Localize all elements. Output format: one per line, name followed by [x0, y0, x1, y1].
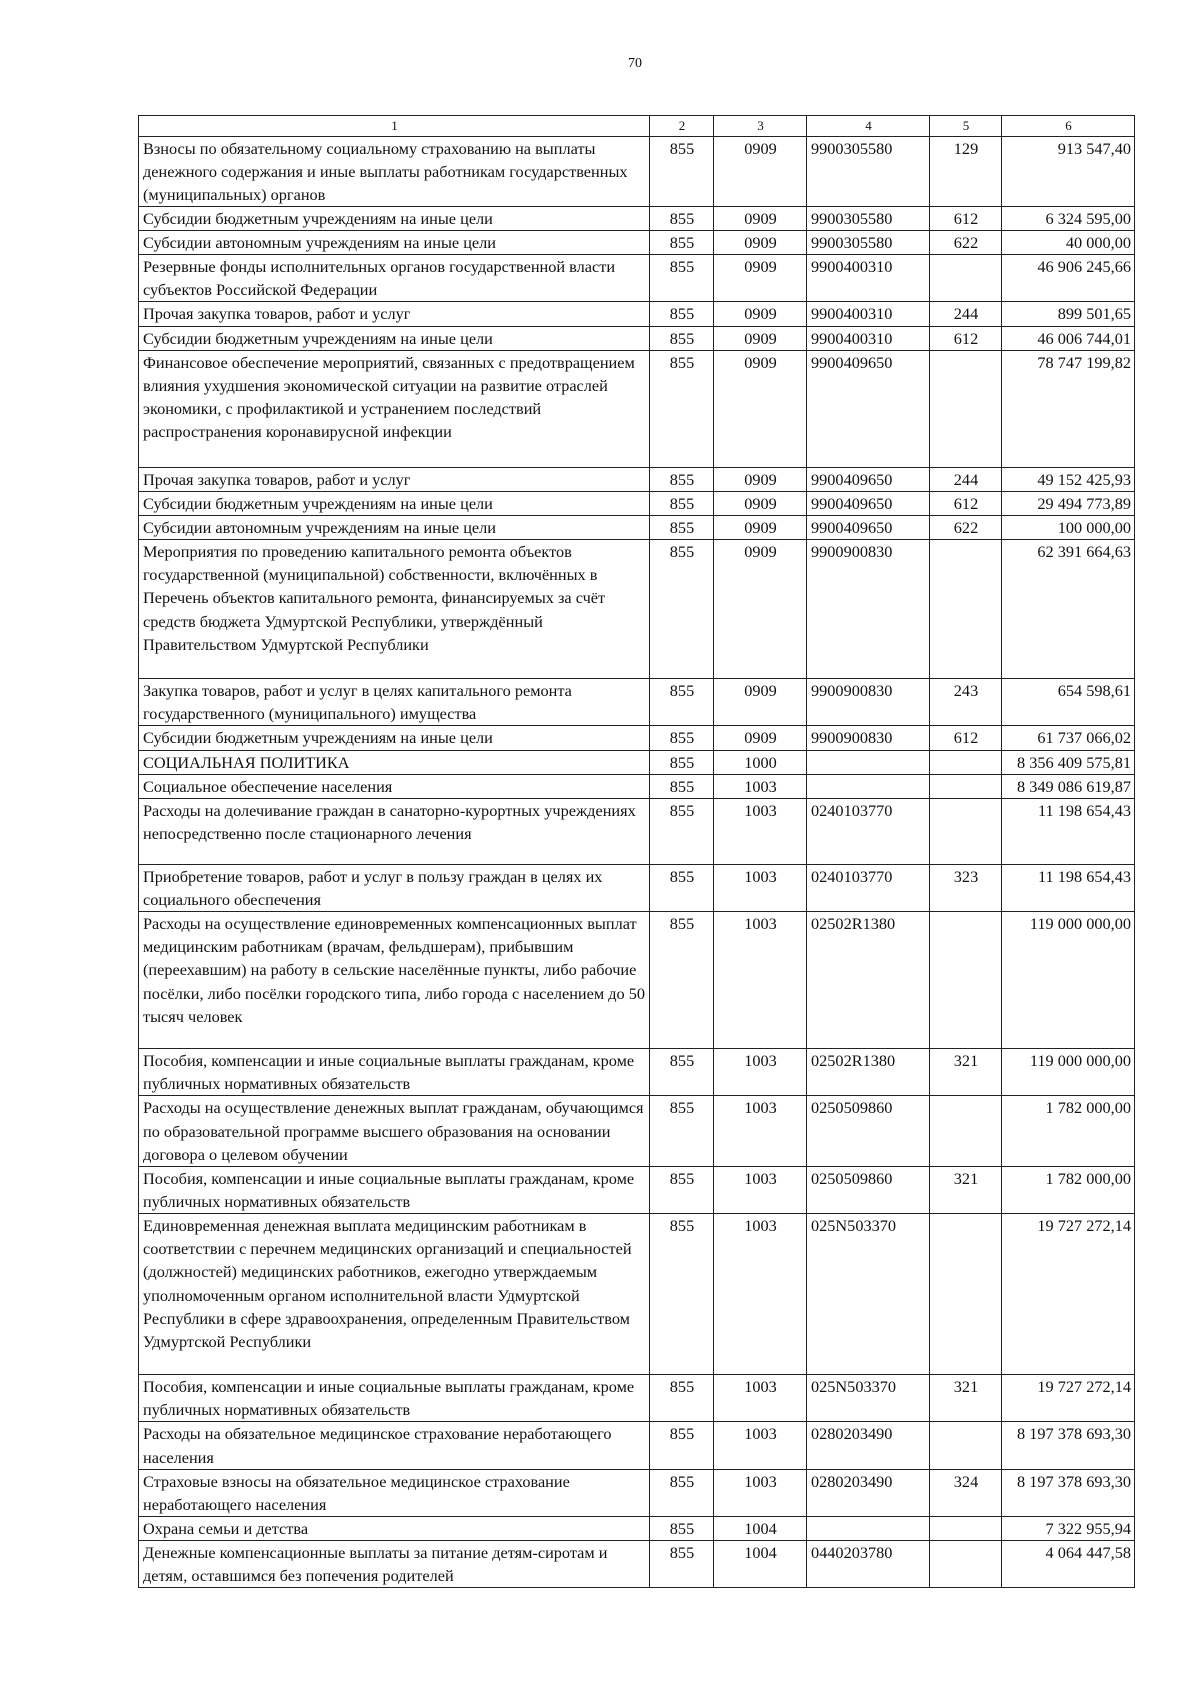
expense-type-code: 612: [930, 491, 1002, 515]
target-article-code: 0280203490: [807, 1469, 930, 1516]
expense-type-code: [930, 1541, 1002, 1588]
grbs-code: 855: [650, 726, 714, 750]
section-code: 1003: [714, 1096, 807, 1166]
expense-type-code: [930, 798, 1002, 864]
expense-type-code: 321: [930, 1049, 1002, 1096]
target-article-code: [807, 774, 930, 798]
table-row: [139, 912, 1135, 1049]
amount: 913 547,40: [1002, 136, 1135, 206]
target-article-code: 0250509860: [807, 1096, 930, 1166]
expense-name: Взносы по обязательному социальному страхованию на выплаты денежного содержания и иные выплаты работникам государственных (муниципальных) органов: [139, 136, 650, 206]
grbs-code: 855: [650, 206, 714, 230]
table-row: [139, 726, 1135, 750]
amount: 49 152 425,93: [1002, 467, 1135, 491]
table-row: [139, 467, 1135, 491]
target-article-code: 9900409650: [807, 516, 930, 540]
target-article-code: 9900305580: [807, 231, 930, 255]
grbs-code: 855: [650, 136, 714, 206]
table-row: [139, 326, 1135, 350]
table-row: [139, 136, 1135, 206]
amount: 6 324 595,00: [1002, 206, 1135, 230]
expense-name: Резервные фонды исполнительных органов государственной власти субъектов Российской Федерации: [139, 255, 650, 302]
table-row: [139, 864, 1135, 911]
section-code: 0909: [714, 467, 807, 491]
expense-type-code: [930, 1517, 1002, 1541]
grbs-code: 855: [650, 1541, 714, 1588]
col-header-3: 3: [714, 116, 807, 137]
table-row: [139, 350, 1135, 467]
table-row: [139, 1214, 1135, 1375]
expense-type-code: [930, 774, 1002, 798]
expense-name: Пособия, компенсации и иные социальные выплаты гражданам, кроме публичных нормативных обязательств: [139, 1375, 650, 1422]
grbs-code: 855: [650, 798, 714, 864]
grbs-code: 855: [650, 912, 714, 1049]
section-code: 0909: [714, 255, 807, 302]
amount: 8 197 378 693,30: [1002, 1422, 1135, 1469]
col-header-5: 5: [930, 116, 1002, 137]
expense-name: Субсидии бюджетным учреждениям на иные цели: [139, 491, 650, 515]
expense-type-code: 244: [930, 467, 1002, 491]
expense-name: Социальное обеспечение населения: [139, 774, 650, 798]
section-code: 1004: [714, 1541, 807, 1588]
expense-type-code: [930, 350, 1002, 467]
amount: 1 782 000,00: [1002, 1096, 1135, 1166]
target-article-code: 02502R1380: [807, 912, 930, 1049]
table-row: [139, 302, 1135, 326]
expense-name: Субсидии бюджетным учреждениям на иные цели: [139, 726, 650, 750]
target-article-code: 0240103770: [807, 798, 930, 864]
grbs-code: 855: [650, 540, 714, 679]
expense-type-code: 622: [930, 516, 1002, 540]
section-code: 1003: [714, 774, 807, 798]
expense-name: Приобретение товаров, работ и услуг в пользу граждан в целях их социального обеспечения: [139, 864, 650, 911]
expense-type-code: 321: [930, 1375, 1002, 1422]
expense-type-code: 612: [930, 326, 1002, 350]
grbs-code: 855: [650, 1422, 714, 1469]
col-header-6: 6: [1002, 116, 1135, 137]
table-row: [139, 1375, 1135, 1422]
amount: 8 349 086 619,87: [1002, 774, 1135, 798]
target-article-code: 0240103770: [807, 864, 930, 911]
expense-name: Единовременная денежная выплата медицинским работникам в соответствии с перечнем медицинских организаций и специальностей (должностей) медицинских работников, ежегодно утверждаемым уполномоченным органом исполнительной власти Удмуртской Республики в сфере здравоохранения, определенным Правительством Удмуртской Республики: [139, 1214, 650, 1375]
expense-type-code: [930, 1096, 1002, 1166]
section-code: 0909: [714, 136, 807, 206]
expense-name: Охрана семьи и детства: [139, 1517, 650, 1541]
grbs-code: 855: [650, 516, 714, 540]
page-number: 70: [628, 56, 642, 71]
section-code: 0909: [714, 302, 807, 326]
target-article-code: 9900305580: [807, 206, 930, 230]
amount: 61 737 066,02: [1002, 726, 1135, 750]
target-article-code: 9900400310: [807, 326, 930, 350]
amount: 19 727 272,14: [1002, 1214, 1135, 1375]
expense-name: Закупка товаров, работ и услуг в целях капитального ремонта государственного (муниципального) имущества: [139, 679, 650, 726]
grbs-code: 855: [650, 750, 714, 774]
expense-name: Страховые взносы на обязательное медицинское страхование неработающего населения: [139, 1469, 650, 1516]
grbs-code: 855: [650, 864, 714, 911]
grbs-code: 855: [650, 1096, 714, 1166]
target-article-code: 9900400310: [807, 255, 930, 302]
expense-type-code: 321: [930, 1166, 1002, 1213]
section-code: 0909: [714, 231, 807, 255]
table-row: [139, 1049, 1135, 1096]
table-row: [139, 255, 1135, 302]
grbs-code: 855: [650, 1469, 714, 1516]
table-row: [139, 1469, 1135, 1516]
target-article-code: 9900400310: [807, 302, 930, 326]
expense-type-code: 244: [930, 302, 1002, 326]
target-article-code: 9900409650: [807, 350, 930, 467]
section-code: 1003: [714, 1469, 807, 1516]
expense-name: Расходы на осуществление денежных выплат гражданам, обучающимся по образовательной программе высшего образования на основании договора о целевом обучении: [139, 1096, 650, 1166]
table-row: [139, 750, 1135, 774]
table-row: [139, 1166, 1135, 1213]
expense-type-code: 323: [930, 864, 1002, 911]
section-code: 0909: [714, 516, 807, 540]
amount: 29 494 773,89: [1002, 491, 1135, 515]
amount: 19 727 272,14: [1002, 1375, 1135, 1422]
section-code: 1003: [714, 1422, 807, 1469]
table-row: [139, 774, 1135, 798]
expense-name: СОЦИАЛЬНАЯ ПОЛИТИКА: [139, 750, 650, 774]
expense-name: Прочая закупка товаров, работ и услуг: [139, 302, 650, 326]
target-article-code: 9900900830: [807, 540, 930, 679]
header-row: [139, 116, 1135, 137]
grbs-code: 855: [650, 1214, 714, 1375]
table-row: [139, 231, 1135, 255]
col-header-2: 2: [650, 116, 714, 137]
table-row: [139, 1541, 1135, 1588]
target-article-code: [807, 750, 930, 774]
amount: 119 000 000,00: [1002, 1049, 1135, 1096]
grbs-code: 855: [650, 1517, 714, 1541]
expense-name: Расходы на осуществление единовременных компенсационных выплат медицинским работникам (врачам, фельдшерам), прибывшим (переехавшим) на работу в сельские населённые пункты, либо рабочие посёлки, либо посёлки городского типа, либо города с населением до 50 тысяч человек: [139, 912, 650, 1049]
amount: 11 198 654,43: [1002, 864, 1135, 911]
table-row: [139, 491, 1135, 515]
target-article-code: 0250509860: [807, 1166, 930, 1213]
amount: 100 000,00: [1002, 516, 1135, 540]
expense-name: Пособия, компенсации и иные социальные выплаты гражданам, кроме публичных нормативных обязательств: [139, 1166, 650, 1213]
expense-name: Субсидии бюджетным учреждениям на иные цели: [139, 326, 650, 350]
section-code: 1003: [714, 1214, 807, 1375]
table-row: [139, 1517, 1135, 1541]
table-row: [139, 516, 1135, 540]
amount: 7 322 955,94: [1002, 1517, 1135, 1541]
col-header-4: 4: [807, 116, 930, 137]
grbs-code: 855: [650, 467, 714, 491]
target-article-code: 9900409650: [807, 491, 930, 515]
grbs-code: 855: [650, 1166, 714, 1213]
expense-type-code: 612: [930, 206, 1002, 230]
expense-name: Финансовое обеспечение мероприятий, связанных с предотвращением влияния ухудшения экономической ситуации на развитие отраслей экономики, с профилактикой и устранением последствий распространения коронавирусной инфекции: [139, 350, 650, 467]
amount: 46 906 245,66: [1002, 255, 1135, 302]
col-header-1: 1: [139, 116, 650, 137]
expense-type-code: [930, 1422, 1002, 1469]
target-article-code: 025N503370: [807, 1214, 930, 1375]
section-code: 0909: [714, 726, 807, 750]
amount: 62 391 664,63: [1002, 540, 1135, 679]
grbs-code: 855: [650, 255, 714, 302]
section-code: 0909: [714, 679, 807, 726]
amount: 4 064 447,58: [1002, 1541, 1135, 1588]
grbs-code: 855: [650, 326, 714, 350]
target-article-code: 9900409650: [807, 467, 930, 491]
section-code: 1000: [714, 750, 807, 774]
section-code: 1003: [714, 1166, 807, 1213]
amount: 1 782 000,00: [1002, 1166, 1135, 1213]
section-code: 0909: [714, 326, 807, 350]
grbs-code: 855: [650, 350, 714, 467]
target-article-code: 9900900830: [807, 726, 930, 750]
expense-name: Расходы на долечивание граждан в санаторно-курортных учреждениях непосредственно после стационарного лечения: [139, 798, 650, 864]
target-article-code: 0280203490: [807, 1422, 930, 1469]
section-code: 1003: [714, 1375, 807, 1422]
section-code: 0909: [714, 350, 807, 467]
expense-type-code: [930, 255, 1002, 302]
target-article-code: 025N503370: [807, 1375, 930, 1422]
grbs-code: 855: [650, 679, 714, 726]
expense-type-code: 324: [930, 1469, 1002, 1516]
target-article-code: 9900305580: [807, 136, 930, 206]
section-code: 0909: [714, 206, 807, 230]
table-row: [139, 1096, 1135, 1166]
grbs-code: 855: [650, 1375, 714, 1422]
expense-type-code: 622: [930, 231, 1002, 255]
expense-type-code: 612: [930, 726, 1002, 750]
target-article-code: 0440203780: [807, 1541, 930, 1588]
expense-name: Прочая закупка товаров, работ и услуг: [139, 467, 650, 491]
expense-type-code: [930, 912, 1002, 1049]
grbs-code: 855: [650, 1049, 714, 1096]
target-article-code: [807, 1517, 930, 1541]
table-row: [139, 679, 1135, 726]
amount: 8 197 378 693,30: [1002, 1469, 1135, 1516]
grbs-code: 855: [650, 231, 714, 255]
table-row: [139, 540, 1135, 679]
expense-name: Денежные компенсационные выплаты за питание детям-сиротам и детям, оставшимся без попечения родителей: [139, 1541, 650, 1588]
grbs-code: 855: [650, 491, 714, 515]
table-row: [139, 1422, 1135, 1469]
expense-type-code: [930, 1214, 1002, 1375]
amount: 78 747 199,82: [1002, 350, 1135, 467]
expense-type-code: [930, 750, 1002, 774]
amount: 11 198 654,43: [1002, 798, 1135, 864]
expense-name: Субсидии бюджетным учреждениям на иные цели: [139, 206, 650, 230]
expense-name: Мероприятия по проведению капитального ремонта объектов государственной (муниципальной) собственности, включённых в Перечень объектов капитального ремонта, финансируемых за счёт средств бюджета Удмуртской Республики, утверждённый Правительством Удмуртской Республики: [139, 540, 650, 679]
amount: 8 356 409 575,81: [1002, 750, 1135, 774]
section-code: 0909: [714, 491, 807, 515]
budget-table: [138, 115, 1135, 1588]
section-code: 1004: [714, 1517, 807, 1541]
table-row: [139, 206, 1135, 230]
amount: 119 000 000,00: [1002, 912, 1135, 1049]
amount: 40 000,00: [1002, 231, 1135, 255]
amount: 899 501,65: [1002, 302, 1135, 326]
expense-type-code: [930, 540, 1002, 679]
expense-name: Пособия, компенсации и иные социальные выплаты гражданам, кроме публичных нормативных обязательств: [139, 1049, 650, 1096]
section-code: 1003: [714, 1049, 807, 1096]
amount: 46 006 744,01: [1002, 326, 1135, 350]
section-code: 1003: [714, 798, 807, 864]
table-row: [139, 798, 1135, 864]
section-code: 1003: [714, 864, 807, 911]
expense-type-code: 129: [930, 136, 1002, 206]
grbs-code: 855: [650, 774, 714, 798]
expense-name: Субсидии автономным учреждениям на иные цели: [139, 516, 650, 540]
section-code: 1003: [714, 912, 807, 1049]
amount: 654 598,61: [1002, 679, 1135, 726]
expense-name: Расходы на обязательное медицинское страхование неработающего населения: [139, 1422, 650, 1469]
grbs-code: 855: [650, 302, 714, 326]
expense-name: Субсидии автономным учреждениям на иные цели: [139, 231, 650, 255]
expense-type-code: 243: [930, 679, 1002, 726]
section-code: 0909: [714, 540, 807, 679]
target-article-code: 9900900830: [807, 679, 930, 726]
target-article-code: 02502R1380: [807, 1049, 930, 1096]
